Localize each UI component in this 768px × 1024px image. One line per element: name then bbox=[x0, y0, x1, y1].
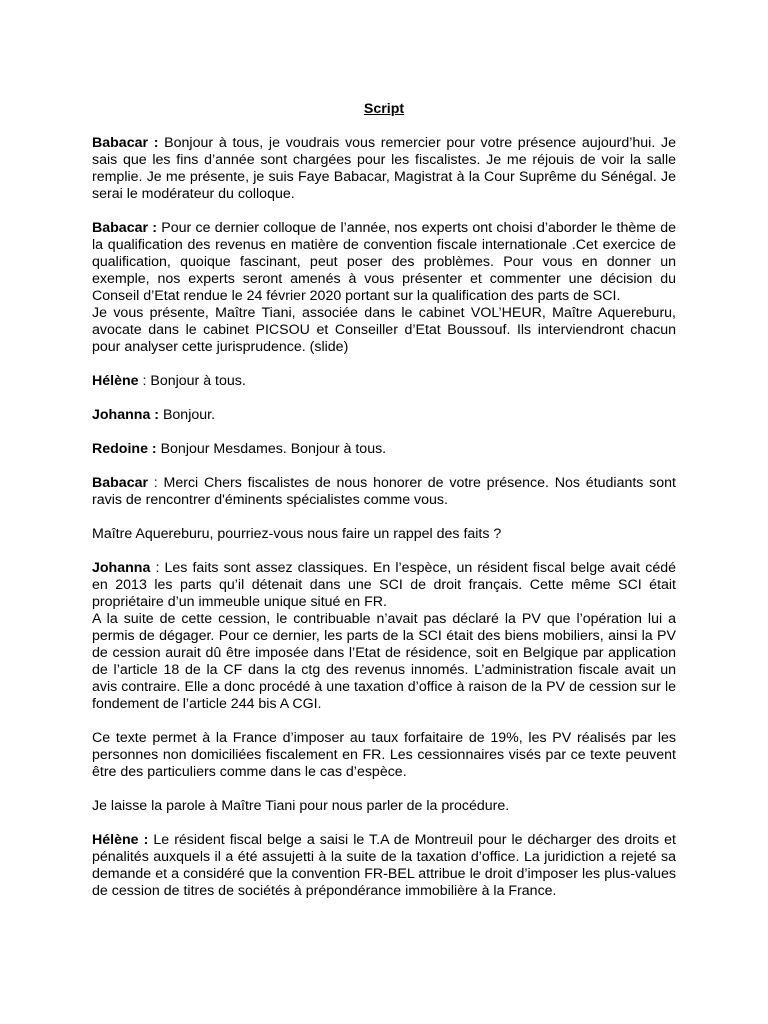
paragraph-text: Maître Aquereburu, pourriez-vous nous faire un rappel des faits ? bbox=[92, 526, 502, 542]
paragraph-text: Bonjour Mesdames. Bonjour à tous. bbox=[156, 441, 387, 457]
paragraph-text: Je vous présente, Maître Tiani, associée dans le cabinet VOL’HEUR, Maître Aquereburu, avocate dans le cabinet PICSOU et Conseiller d’Etat Boussouf. Ils interviendront chacun pour analyser cette jurisprudence. (slide) bbox=[92, 305, 676, 355]
paragraph-cession-details bbox=[92, 611, 676, 713]
paragraph-babacar-intro bbox=[92, 135, 676, 203]
paragraph-helene-greeting bbox=[92, 373, 676, 390]
paragraph-helene-procedure bbox=[92, 832, 676, 900]
speaker-name: Hélène bbox=[92, 373, 139, 389]
paragraph-text: : Bonjour à tous. bbox=[138, 373, 246, 389]
paragraph-text: Le résident fiscal belge a saisi le T.A de Montreuil pour le décharger des droits et pénalités auxquels il a été assujetti à la suite de la taxation d’office. La juridiction a rejeté sa demande et a considéré que la convention FR-BEL attribue le droit d’imposer les plus-values de cession de titres de sociétés à prépondérance immobilière à la France. bbox=[92, 832, 676, 899]
document-title: Script bbox=[363, 101, 405, 117]
speaker-name: Hélène : bbox=[92, 832, 149, 848]
paragraph-text: A la suite de cette cession, le contribuable n’avait pas déclaré la PV que l’opération lui a permis de dégager. Pour ce dernier, les parts de la SCI était des biens mobiliers, ainsi la PV de cession aurait dû être imposée dans l’Etat de résidence, soit en Belgique par application de l’article 18 de la CF dans la ctg des revenus innomés. L’administration fiscale avait un avis contraire. Elle a donc procédé à une taxation d’office à raison de la PV de cession sur le fondement de l’article 244 bis A CGI. bbox=[92, 611, 676, 712]
paragraph-text: Bonjour à tous, je voudrais vous remercier pour votre présence aujourd’hui. Je sais que les fins d’année sont chargées pour les fiscalistes. Je me réjouis de voir la salle remplie. Je me présente, je suis Faye Babacar, Magistrat à la Cour Suprême du Sénégal. Je serai le modérateur du colloque. bbox=[92, 135, 676, 202]
speaker-name: Babacar : bbox=[92, 220, 158, 236]
paragraph-text: Pour ce dernier colloque de l’année, nos experts ont choisi d’aborder le thème de la qualification des revenus en matière de convention fiscale internationale .Cet exercice de qualification, quoique fascinant, peut poser des problèmes. Pour vous en donner un exemple, nos experts seront amenés à vous présenter et commenter une décision du Conseil d’Etat rendue le 24 février 2020 portant sur la qualification des parts de SCI. bbox=[92, 220, 676, 304]
paragraph-presentation bbox=[92, 305, 676, 356]
paragraph-johanna-greeting bbox=[92, 407, 676, 424]
paragraph-text: : Les faits sont assez classiques. En l’espèce, un résident fiscal belge avait cédé en 2013 les parts qu’il détenait dans une SCI de droit français. Cette même SCI était propriétaire d’un immeuble unique situé en FR. bbox=[92, 560, 676, 610]
speaker-name: Redoine : bbox=[92, 441, 157, 457]
paragraph-redoine-greeting bbox=[92, 441, 676, 458]
paragraph-handover bbox=[92, 798, 676, 815]
paragraph-text: Bonjour. bbox=[159, 407, 216, 423]
paragraph-text: : Merci Chers fiscalistes de nous honorer de votre présence. Nos étudiants sont ravis de rencontrer d'éminents spécialistes comme vous. bbox=[92, 475, 676, 508]
speaker-name: Babacar : bbox=[92, 135, 159, 151]
paragraph-text: Je laisse la parole à Maître Tiani pour nous parler de la procédure. bbox=[92, 798, 510, 814]
paragraph-babacar-theme bbox=[92, 220, 676, 305]
paragraph-question-facts bbox=[92, 526, 676, 543]
paragraph-johanna-facts bbox=[92, 560, 676, 611]
paragraph-text: Ce texte permet à la France d’imposer au taux forfaitaire de 19%, les PV réalisés par les personnes non domiciliées fiscalement en FR. Les cessionnaires visés par ce texte peuvent être des particuliers comme dans le cas d’espèce. bbox=[92, 730, 676, 780]
speaker-name: Babacar bbox=[92, 475, 148, 491]
paragraph-article-244 bbox=[92, 730, 676, 781]
paragraph-babacar-thanks bbox=[92, 475, 676, 509]
speaker-name: Johanna bbox=[92, 560, 151, 576]
speaker-name: Johanna : bbox=[92, 407, 160, 423]
